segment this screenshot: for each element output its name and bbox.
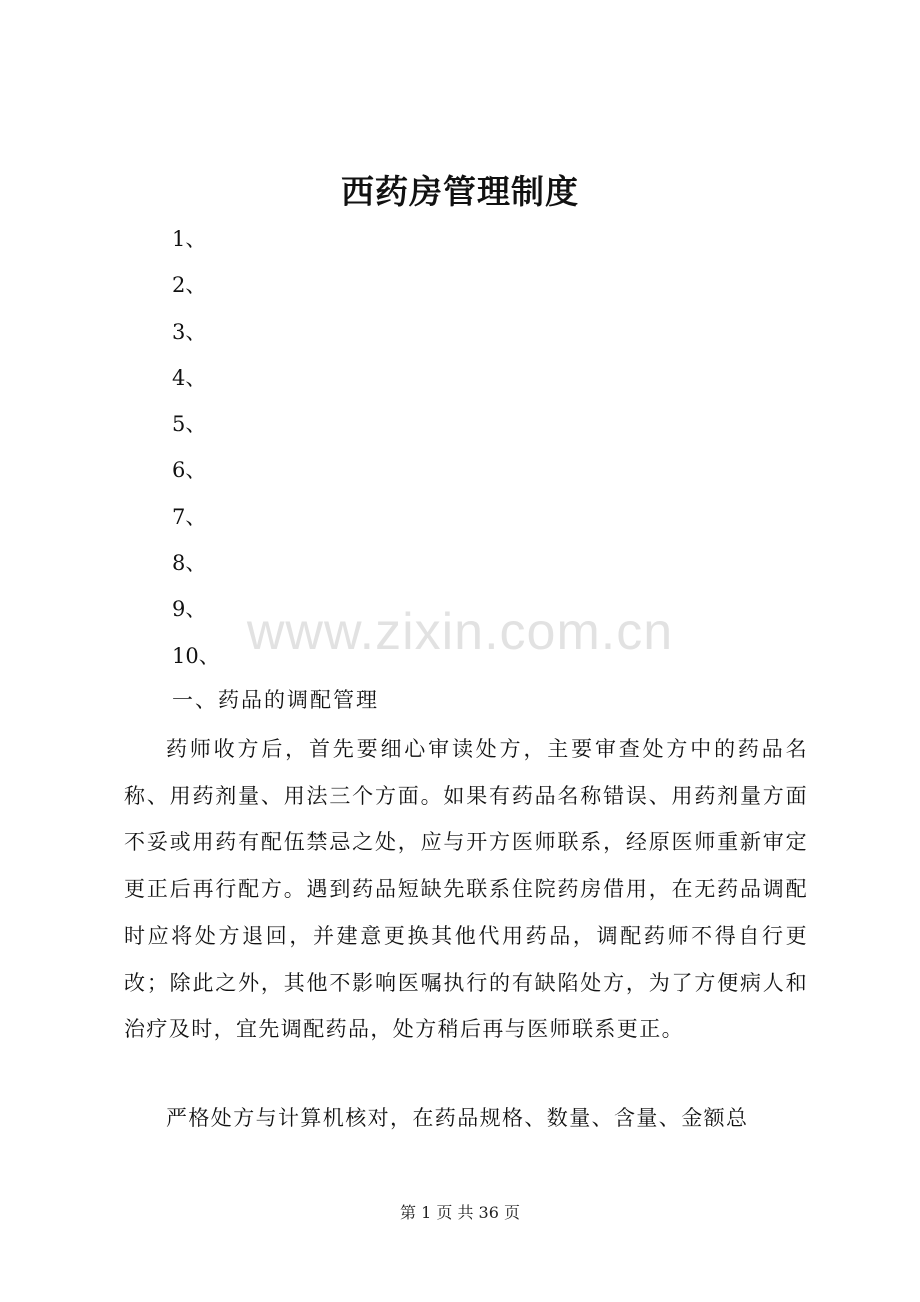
body-paragraph: 严格处方与计算机核对，在药品规格、数量、含量、金额总	[166, 1106, 749, 1130]
page-footer: 第 1 页 共 36 页	[400, 1203, 520, 1222]
body-paragraph: 药师收方后，首先要细心审读处方，主要审查处方中的药品名称、用药剂量、用法三个方面。如果有药品名称错误、用药剂量方面不妥或用药有配伍禁忌之处，应与开方医师联系，经原医师重新审定更正后再行配方。遇到药品短缺先联系住院药房借用，在无药品调配时应将处方退回，并建意更换其他代用药品，调配药师不得自行更改；除此之外，其他不影响医嘱执行的有缺陷处方，为了方便病人和治疗及时，宜先调配药品，处方稍后再与医师联系更正。	[124, 737, 808, 1042]
toc-item: 10、	[172, 643, 220, 668]
toc-item: 6、	[172, 458, 207, 483]
watermark: www.zixin.com.cn	[246, 603, 674, 661]
toc-item: 1、	[172, 227, 207, 251]
toc-item: 7、	[172, 504, 207, 529]
toc-item: 8、	[172, 551, 207, 576]
toc-item: 4、	[172, 365, 207, 390]
section-heading: 一、药品的调配管理	[172, 688, 379, 712]
toc-item: 9、	[172, 597, 207, 622]
toc-item: 5、	[172, 412, 207, 437]
document-title: 西药房管理制度	[341, 172, 579, 211]
toc-item: 2、	[172, 273, 207, 298]
toc-item: 3、	[172, 319, 207, 344]
